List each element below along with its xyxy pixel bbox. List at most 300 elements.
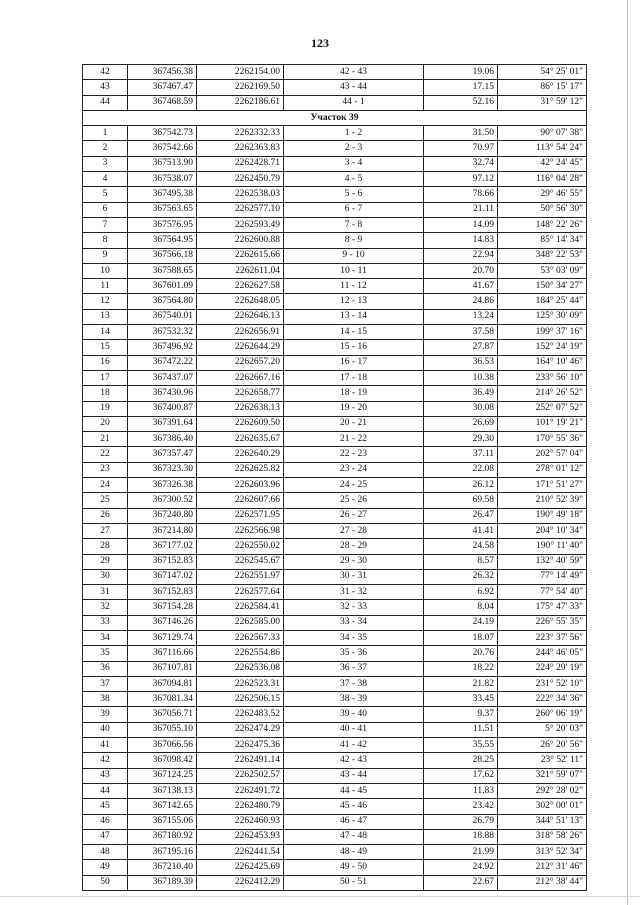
direction-angle-cell: 190° 11' 40" bbox=[498, 539, 587, 554]
y-coordinate-cell: 2262646.13 bbox=[197, 309, 284, 324]
table-row bbox=[83, 141, 587, 156]
segment-cell: 17 - 18 bbox=[284, 370, 424, 385]
point-number-cell: 42 bbox=[83, 65, 128, 80]
segment-cell: 30 - 31 bbox=[284, 569, 424, 584]
segment-cell: 28 - 29 bbox=[284, 539, 424, 554]
table-row bbox=[83, 860, 587, 875]
point-number-cell: 33 bbox=[83, 615, 128, 630]
segment-cell: 43 - 44 bbox=[284, 768, 424, 783]
table-row bbox=[83, 539, 587, 554]
table-row bbox=[83, 707, 587, 722]
y-coordinate-cell: 2262550.02 bbox=[197, 539, 284, 554]
point-number-cell: 49 bbox=[83, 860, 128, 875]
point-number-cell: 29 bbox=[83, 554, 128, 569]
x-coordinate-cell: 367177.02 bbox=[128, 539, 197, 554]
point-number-cell: 19 bbox=[83, 401, 128, 416]
point-number-cell: 18 bbox=[83, 386, 128, 401]
segment-cell: 8 - 9 bbox=[284, 233, 424, 248]
y-coordinate-cell: 2262453.93 bbox=[197, 829, 284, 844]
segment-cell: 47 - 48 bbox=[284, 829, 424, 844]
length-cell: 14.83 bbox=[424, 233, 498, 248]
direction-angle-cell: 278° 01' 12" bbox=[498, 462, 587, 477]
y-coordinate-cell: 2262611.04 bbox=[197, 263, 284, 278]
table-row bbox=[83, 386, 587, 401]
direction-angle-cell: 26° 20' 56" bbox=[498, 738, 587, 753]
y-coordinate-cell: 2262656.91 bbox=[197, 325, 284, 340]
length-cell: 70.97 bbox=[424, 141, 498, 156]
table-row bbox=[83, 233, 587, 248]
table-row bbox=[83, 65, 587, 80]
y-coordinate-cell: 2262584.41 bbox=[197, 600, 284, 615]
direction-angle-cell: 231° 52' 10" bbox=[498, 676, 587, 691]
table-row bbox=[83, 523, 587, 538]
segment-cell: 48 - 49 bbox=[284, 845, 424, 860]
table-row bbox=[83, 462, 587, 477]
length-cell: 26.12 bbox=[424, 478, 498, 493]
table-row bbox=[83, 263, 587, 278]
x-coordinate-cell: 367564.80 bbox=[128, 294, 197, 309]
direction-angle-cell: 344° 51' 13" bbox=[498, 814, 587, 829]
table-row bbox=[83, 355, 587, 370]
table-row bbox=[83, 294, 587, 309]
direction-angle-cell: 292° 28' 02" bbox=[498, 783, 587, 798]
x-coordinate-cell: 367152.83 bbox=[128, 585, 197, 600]
segment-cell: 25 - 26 bbox=[284, 493, 424, 508]
table-row bbox=[83, 676, 587, 691]
table-row bbox=[83, 845, 587, 860]
segment-cell: 37 - 38 bbox=[284, 676, 424, 691]
point-number-cell: 46 bbox=[83, 814, 128, 829]
x-coordinate-cell: 367576.95 bbox=[128, 217, 197, 232]
table-row bbox=[83, 799, 587, 814]
point-number-cell: 26 bbox=[83, 508, 128, 523]
segment-cell: 24 - 25 bbox=[284, 478, 424, 493]
direction-angle-cell: 233° 56' 10" bbox=[498, 370, 587, 385]
segment-cell: 18 - 19 bbox=[284, 386, 424, 401]
x-coordinate-cell: 367152.83 bbox=[128, 554, 197, 569]
x-coordinate-cell: 367495.38 bbox=[128, 187, 197, 202]
direction-angle-cell: 244° 46' 05" bbox=[498, 646, 587, 661]
x-coordinate-cell: 367180.92 bbox=[128, 829, 197, 844]
length-cell: 20.70 bbox=[424, 263, 498, 278]
x-coordinate-cell: 367323.30 bbox=[128, 462, 197, 477]
table-row bbox=[83, 722, 587, 737]
direction-angle-cell: 202° 57' 04" bbox=[498, 447, 587, 462]
x-coordinate-cell: 367124.25 bbox=[128, 768, 197, 783]
y-coordinate-cell: 2262644.29 bbox=[197, 340, 284, 355]
x-coordinate-cell: 367138.13 bbox=[128, 783, 197, 798]
point-number-cell: 40 bbox=[83, 722, 128, 737]
table-row bbox=[83, 401, 587, 416]
x-coordinate-cell: 367513.90 bbox=[128, 156, 197, 171]
table-body-section bbox=[83, 126, 587, 891]
segment-cell: 13 - 14 bbox=[284, 309, 424, 324]
table-row bbox=[83, 340, 587, 355]
table-row bbox=[83, 202, 587, 217]
length-cell: 41.67 bbox=[424, 279, 498, 294]
segment-cell: 6 - 7 bbox=[284, 202, 424, 217]
x-coordinate-cell: 367081.34 bbox=[128, 692, 197, 707]
segment-cell: 43 - 44 bbox=[284, 80, 424, 95]
y-coordinate-cell: 2262425.69 bbox=[197, 860, 284, 875]
length-cell: 33.45 bbox=[424, 692, 498, 707]
table-row bbox=[83, 829, 587, 844]
length-cell: 6.92 bbox=[424, 585, 498, 600]
y-coordinate-cell: 2262635.67 bbox=[197, 432, 284, 447]
x-coordinate-cell: 367210.40 bbox=[128, 860, 197, 875]
direction-angle-cell: 171° 51' 27" bbox=[498, 478, 587, 493]
x-coordinate-cell: 367240.80 bbox=[128, 508, 197, 523]
y-coordinate-cell: 2262523.31 bbox=[197, 676, 284, 691]
segment-cell: 41 - 42 bbox=[284, 738, 424, 753]
point-number-cell: 43 bbox=[83, 768, 128, 783]
segment-cell: 7 - 8 bbox=[284, 217, 424, 232]
segment-cell: 33 - 34 bbox=[284, 615, 424, 630]
segment-cell: 22 - 23 bbox=[284, 447, 424, 462]
segment-cell: 5 - 6 bbox=[284, 187, 424, 202]
length-cell: 35.55 bbox=[424, 738, 498, 753]
segment-cell: 16 - 17 bbox=[284, 355, 424, 370]
segment-cell: 29 - 30 bbox=[284, 554, 424, 569]
section-title: Участок 39 bbox=[83, 110, 587, 125]
segment-cell: 34 - 35 bbox=[284, 630, 424, 645]
length-cell: 41.41 bbox=[424, 523, 498, 538]
y-coordinate-cell: 2262640.29 bbox=[197, 447, 284, 462]
point-number-cell: 14 bbox=[83, 325, 128, 340]
direction-angle-cell: 42° 24' 45" bbox=[498, 156, 587, 171]
table-row bbox=[83, 875, 587, 890]
table-row bbox=[83, 156, 587, 171]
table-row bbox=[83, 814, 587, 829]
direction-angle-cell: 175° 47' 33" bbox=[498, 600, 587, 615]
x-coordinate-cell: 367472.22 bbox=[128, 355, 197, 370]
table-row bbox=[83, 279, 587, 294]
point-number-cell: 44 bbox=[83, 95, 128, 110]
x-coordinate-cell: 367129.74 bbox=[128, 630, 197, 645]
y-coordinate-cell: 2262441.54 bbox=[197, 845, 284, 860]
segment-cell: 20 - 21 bbox=[284, 416, 424, 431]
point-number-cell: 24 bbox=[83, 478, 128, 493]
length-cell: 22.08 bbox=[424, 462, 498, 477]
table-row bbox=[83, 432, 587, 447]
length-cell: 20.76 bbox=[424, 646, 498, 661]
x-coordinate-cell: 367147.02 bbox=[128, 569, 197, 584]
table-row bbox=[83, 416, 587, 431]
x-coordinate-cell: 367468.59 bbox=[128, 95, 197, 110]
y-coordinate-cell: 2262571.95 bbox=[197, 508, 284, 523]
y-coordinate-cell: 2262538.03 bbox=[197, 187, 284, 202]
direction-angle-cell: 222° 34' 36" bbox=[498, 692, 587, 707]
segment-cell: 12 - 13 bbox=[284, 294, 424, 309]
x-coordinate-cell: 367300.52 bbox=[128, 493, 197, 508]
x-coordinate-cell: 367542.73 bbox=[128, 126, 197, 141]
y-coordinate-cell: 2262491.14 bbox=[197, 753, 284, 768]
point-number-cell: 48 bbox=[83, 845, 128, 860]
x-coordinate-cell: 367430.96 bbox=[128, 386, 197, 401]
length-cell: 23.42 bbox=[424, 799, 498, 814]
length-cell: 52.16 bbox=[424, 95, 498, 110]
table-row bbox=[83, 692, 587, 707]
direction-angle-cell: 318° 58' 26" bbox=[498, 829, 587, 844]
y-coordinate-cell: 2262577.10 bbox=[197, 202, 284, 217]
table-row bbox=[83, 569, 587, 584]
direction-angle-cell: 77° 54' 40" bbox=[498, 585, 587, 600]
segment-cell: 23 - 24 bbox=[284, 462, 424, 477]
point-number-cell: 45 bbox=[83, 799, 128, 814]
point-number-cell: 6 bbox=[83, 202, 128, 217]
point-number-cell: 32 bbox=[83, 600, 128, 615]
point-number-cell: 30 bbox=[83, 569, 128, 584]
point-number-cell: 11 bbox=[83, 279, 128, 294]
x-coordinate-cell: 367189.39 bbox=[128, 875, 197, 890]
segment-cell: 14 - 15 bbox=[284, 325, 424, 340]
length-cell: 11.51 bbox=[424, 722, 498, 737]
direction-angle-cell: 212° 38' 44" bbox=[498, 875, 587, 890]
length-cell: 69.58 bbox=[424, 493, 498, 508]
length-cell: 21.11 bbox=[424, 202, 498, 217]
y-coordinate-cell: 2262450.79 bbox=[197, 172, 284, 187]
y-coordinate-cell: 2262502.57 bbox=[197, 768, 284, 783]
length-cell: 26.69 bbox=[424, 416, 498, 431]
length-cell: 21.82 bbox=[424, 676, 498, 691]
segment-cell: 44 - 1 bbox=[284, 95, 424, 110]
x-coordinate-cell: 367066.56 bbox=[128, 738, 197, 753]
length-cell: 32.74 bbox=[424, 156, 498, 171]
y-coordinate-cell: 2262483.52 bbox=[197, 707, 284, 722]
y-coordinate-cell: 2262428.71 bbox=[197, 156, 284, 171]
direction-angle-cell: 212° 31' 46" bbox=[498, 860, 587, 875]
table-row bbox=[83, 600, 587, 615]
point-number-cell: 42 bbox=[83, 753, 128, 768]
y-coordinate-cell: 2262491.72 bbox=[197, 783, 284, 798]
point-number-cell: 3 bbox=[83, 156, 128, 171]
length-cell: 37.58 bbox=[424, 325, 498, 340]
segment-cell: 40 - 41 bbox=[284, 722, 424, 737]
direction-angle-cell: 199° 37' 16" bbox=[498, 325, 587, 340]
length-cell: 24.92 bbox=[424, 860, 498, 875]
point-number-cell: 17 bbox=[83, 370, 128, 385]
y-coordinate-cell: 2262186.61 bbox=[197, 95, 284, 110]
length-cell: 21.99 bbox=[424, 845, 498, 860]
length-cell: 24.19 bbox=[424, 615, 498, 630]
point-number-cell: 4 bbox=[83, 172, 128, 187]
x-coordinate-cell: 367214.80 bbox=[128, 523, 197, 538]
y-coordinate-cell: 2262545.67 bbox=[197, 554, 284, 569]
point-number-cell: 5 bbox=[83, 187, 128, 202]
segment-cell: 15 - 16 bbox=[284, 340, 424, 355]
y-coordinate-cell: 2262566.98 bbox=[197, 523, 284, 538]
length-cell: 24.86 bbox=[424, 294, 498, 309]
point-number-cell: 9 bbox=[83, 248, 128, 263]
segment-cell: 19 - 20 bbox=[284, 401, 424, 416]
direction-angle-cell: 90° 07' 38" bbox=[498, 126, 587, 141]
x-coordinate-cell: 367538.07 bbox=[128, 172, 197, 187]
direction-angle-cell: 5° 20' 03" bbox=[498, 722, 587, 737]
x-coordinate-cell: 367326.38 bbox=[128, 478, 197, 493]
length-cell: 22.67 bbox=[424, 875, 498, 890]
segment-cell: 35 - 36 bbox=[284, 646, 424, 661]
table-row bbox=[83, 738, 587, 753]
length-cell: 36.53 bbox=[424, 355, 498, 370]
point-number-cell: 20 bbox=[83, 416, 128, 431]
y-coordinate-cell: 2262607.66 bbox=[197, 493, 284, 508]
direction-angle-cell: 214° 26' 52" bbox=[498, 386, 587, 401]
length-cell: 97.12 bbox=[424, 172, 498, 187]
point-number-cell: 39 bbox=[83, 707, 128, 722]
x-coordinate-cell: 367437.07 bbox=[128, 370, 197, 385]
x-coordinate-cell: 367467.47 bbox=[128, 80, 197, 95]
segment-cell: 11 - 12 bbox=[284, 279, 424, 294]
direction-angle-cell: 31° 59' 12" bbox=[498, 95, 587, 110]
length-cell: 17.62 bbox=[424, 768, 498, 783]
table-row bbox=[83, 325, 587, 340]
direction-angle-cell: 210° 52' 39" bbox=[498, 493, 587, 508]
table-row bbox=[83, 217, 587, 232]
point-number-cell: 22 bbox=[83, 447, 128, 462]
length-cell: 8.04 bbox=[424, 600, 498, 615]
length-cell: 13.24 bbox=[424, 309, 498, 324]
table-body-previous-section bbox=[83, 65, 587, 111]
segment-cell: 39 - 40 bbox=[284, 707, 424, 722]
length-cell: 22.94 bbox=[424, 248, 498, 263]
x-coordinate-cell: 367094.81 bbox=[128, 676, 197, 691]
y-coordinate-cell: 2262332.33 bbox=[197, 126, 284, 141]
y-coordinate-cell: 2262480.79 bbox=[197, 799, 284, 814]
x-coordinate-cell: 367107.81 bbox=[128, 661, 197, 676]
direction-angle-cell: 116° 04' 28" bbox=[498, 172, 587, 187]
table-row bbox=[83, 80, 587, 95]
direction-angle-cell: 53° 03' 09" bbox=[498, 263, 587, 278]
length-cell: 36.49 bbox=[424, 386, 498, 401]
segment-cell: 4 - 5 bbox=[284, 172, 424, 187]
length-cell: 30.08 bbox=[424, 401, 498, 416]
point-number-cell: 50 bbox=[83, 875, 128, 890]
direction-angle-cell: 132° 40' 59" bbox=[498, 554, 587, 569]
table-row bbox=[83, 95, 587, 110]
table-row bbox=[83, 646, 587, 661]
y-coordinate-cell: 2262593.49 bbox=[197, 217, 284, 232]
y-coordinate-cell: 2262603.96 bbox=[197, 478, 284, 493]
table-row bbox=[83, 783, 587, 798]
x-coordinate-cell: 367540.01 bbox=[128, 309, 197, 324]
x-coordinate-cell: 367155.06 bbox=[128, 814, 197, 829]
x-coordinate-cell: 367566.18 bbox=[128, 248, 197, 263]
table-row bbox=[83, 493, 587, 508]
table-row bbox=[83, 630, 587, 645]
direction-angle-cell: 50° 56' 30" bbox=[498, 202, 587, 217]
table-row bbox=[83, 615, 587, 630]
x-coordinate-cell: 367400.87 bbox=[128, 401, 197, 416]
length-cell: 10.38 bbox=[424, 370, 498, 385]
x-coordinate-cell: 367154.28 bbox=[128, 600, 197, 615]
point-number-cell: 12 bbox=[83, 294, 128, 309]
point-number-cell: 8 bbox=[83, 233, 128, 248]
table-row bbox=[83, 309, 587, 324]
y-coordinate-cell: 2262474.29 bbox=[197, 722, 284, 737]
y-coordinate-cell: 2262658.77 bbox=[197, 386, 284, 401]
point-number-cell: 1 bbox=[83, 126, 128, 141]
section-header bbox=[83, 110, 587, 125]
x-coordinate-cell: 367357.47 bbox=[128, 447, 197, 462]
table-row bbox=[83, 768, 587, 783]
point-number-cell: 34 bbox=[83, 630, 128, 645]
segment-cell: 38 - 39 bbox=[284, 692, 424, 707]
x-coordinate-cell: 367588.65 bbox=[128, 263, 197, 278]
coordinates-table bbox=[82, 64, 587, 891]
length-cell: 19.06 bbox=[424, 65, 498, 80]
point-number-cell: 41 bbox=[83, 738, 128, 753]
table-row bbox=[83, 753, 587, 768]
direction-angle-cell: 252° 07' 52" bbox=[498, 401, 587, 416]
x-coordinate-cell: 367496.92 bbox=[128, 340, 197, 355]
y-coordinate-cell: 2262475.36 bbox=[197, 738, 284, 753]
direction-angle-cell: 29° 46' 55" bbox=[498, 187, 587, 202]
direction-angle-cell: 226° 55' 35" bbox=[498, 615, 587, 630]
segment-cell: 44 - 45 bbox=[284, 783, 424, 798]
direction-angle-cell: 204° 10' 34" bbox=[498, 523, 587, 538]
direction-angle-cell: 101° 19' 21" bbox=[498, 416, 587, 431]
length-cell: 18.22 bbox=[424, 661, 498, 676]
y-coordinate-cell: 2262363.83 bbox=[197, 141, 284, 156]
length-cell: 18.88 bbox=[424, 829, 498, 844]
length-cell: 26.32 bbox=[424, 569, 498, 584]
length-cell: 9.37 bbox=[424, 707, 498, 722]
point-number-cell: 28 bbox=[83, 539, 128, 554]
y-coordinate-cell: 2262154.00 bbox=[197, 65, 284, 80]
page-edge-line bbox=[627, 0, 628, 905]
y-coordinate-cell: 2262657.20 bbox=[197, 355, 284, 370]
point-number-cell: 2 bbox=[83, 141, 128, 156]
segment-cell: 32 - 33 bbox=[284, 600, 424, 615]
direction-angle-cell: 224° 29' 19" bbox=[498, 661, 587, 676]
segment-cell: 9 - 10 bbox=[284, 248, 424, 263]
direction-angle-cell: 190° 49' 18" bbox=[498, 508, 587, 523]
table-row bbox=[83, 447, 587, 462]
segment-cell: 31 - 32 bbox=[284, 585, 424, 600]
y-coordinate-cell: 2262506.15 bbox=[197, 692, 284, 707]
segment-cell: 42 - 43 bbox=[284, 753, 424, 768]
direction-angle-cell: 152° 24' 19" bbox=[498, 340, 587, 355]
segment-cell: 36 - 37 bbox=[284, 661, 424, 676]
y-coordinate-cell: 2262648.05 bbox=[197, 294, 284, 309]
x-coordinate-cell: 367456.38 bbox=[128, 65, 197, 80]
direction-angle-cell: 77° 14' 49" bbox=[498, 569, 587, 584]
point-number-cell: 37 bbox=[83, 676, 128, 691]
table-row bbox=[83, 554, 587, 569]
x-coordinate-cell: 367391.64 bbox=[128, 416, 197, 431]
x-coordinate-cell: 367563.65 bbox=[128, 202, 197, 217]
segment-cell: 42 - 43 bbox=[284, 65, 424, 80]
length-cell: 24.58 bbox=[424, 539, 498, 554]
length-cell: 31.50 bbox=[424, 126, 498, 141]
length-cell: 18.07 bbox=[424, 630, 498, 645]
point-number-cell: 25 bbox=[83, 493, 128, 508]
direction-angle-cell: 148° 22' 26" bbox=[498, 217, 587, 232]
direction-angle-cell: 164° 10' 46" bbox=[498, 355, 587, 370]
direction-angle-cell: 54° 25' 01" bbox=[498, 65, 587, 80]
length-cell: 29.30 bbox=[424, 432, 498, 447]
segment-cell: 21 - 22 bbox=[284, 432, 424, 447]
x-coordinate-cell: 367532.32 bbox=[128, 325, 197, 340]
point-number-cell: 31 bbox=[83, 585, 128, 600]
segment-cell: 3 - 4 bbox=[284, 156, 424, 171]
segment-cell: 10 - 11 bbox=[284, 263, 424, 278]
page-bottom-edge-line bbox=[0, 896, 640, 897]
x-coordinate-cell: 367146.26 bbox=[128, 615, 197, 630]
x-coordinate-cell: 367116.66 bbox=[128, 646, 197, 661]
direction-angle-cell: 23° 52' 11" bbox=[498, 753, 587, 768]
y-coordinate-cell: 2262412.29 bbox=[197, 875, 284, 890]
